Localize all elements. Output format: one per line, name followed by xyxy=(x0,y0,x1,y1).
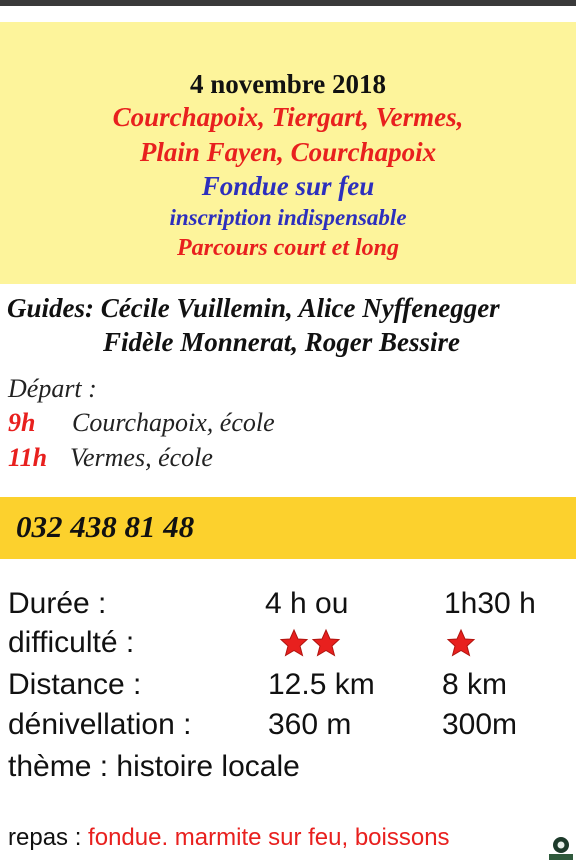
guides-line-1: Guides: Cécile Vuillemin, Alice Nyffenegger xyxy=(7,293,500,323)
difficulty-long-stars xyxy=(279,628,341,658)
elevation-short: 300m xyxy=(442,708,518,741)
elevation-long: 360 m xyxy=(268,708,352,741)
guides-line-2: Fidèle Monnerat, Roger Bessire xyxy=(103,327,461,357)
duration-long: 4 h ou xyxy=(265,587,349,620)
meal-value: fondue. marmite sur feu, boissons xyxy=(88,824,450,851)
difficulty-short-stars xyxy=(446,628,476,658)
routes-note: Parcours court et long xyxy=(176,235,400,261)
route-line-1: Courchapoix, Tiergart, Vermes, xyxy=(112,102,464,132)
duration-short: 1h30 h xyxy=(444,587,536,620)
distance-long: 12.5 km xyxy=(268,668,375,701)
departure-place-1: Courchapoix, école xyxy=(72,408,275,437)
theme-line: thème : histoire locale xyxy=(8,750,300,783)
departure-time-2: 11h xyxy=(8,443,48,472)
event-header-box xyxy=(0,22,576,284)
meal-label: repas : xyxy=(8,824,82,851)
distance-label: Distance : xyxy=(8,668,142,701)
duration-label: Durée : xyxy=(8,587,107,620)
map-pin-icon[interactable] xyxy=(544,832,576,862)
route-line-2: Plain Fayen, Courchapoix xyxy=(139,137,437,167)
meal-line xyxy=(8,824,450,852)
departure-label: Départ : xyxy=(8,374,97,403)
difficulty-label: difficulté : xyxy=(8,626,135,659)
phone-bar xyxy=(0,497,576,559)
departure-time-1: 9h xyxy=(8,408,36,437)
difficulty-star-icon xyxy=(311,628,341,658)
top-edge-bar xyxy=(0,0,576,6)
distance-short: 8 km xyxy=(442,668,508,701)
phone-number[interactable]: 032 438 81 48 xyxy=(16,509,195,544)
difficulty-star-icon xyxy=(446,628,476,658)
activity-title: Fondue sur feu xyxy=(201,171,375,201)
difficulty-star-icon xyxy=(279,628,309,658)
registration-note: inscription indispensable xyxy=(169,205,407,230)
departure-place-2: Vermes, école xyxy=(70,443,213,472)
event-date: 4 novembre 2018 xyxy=(190,69,386,99)
elevation-label: dénivellation : xyxy=(8,708,192,741)
